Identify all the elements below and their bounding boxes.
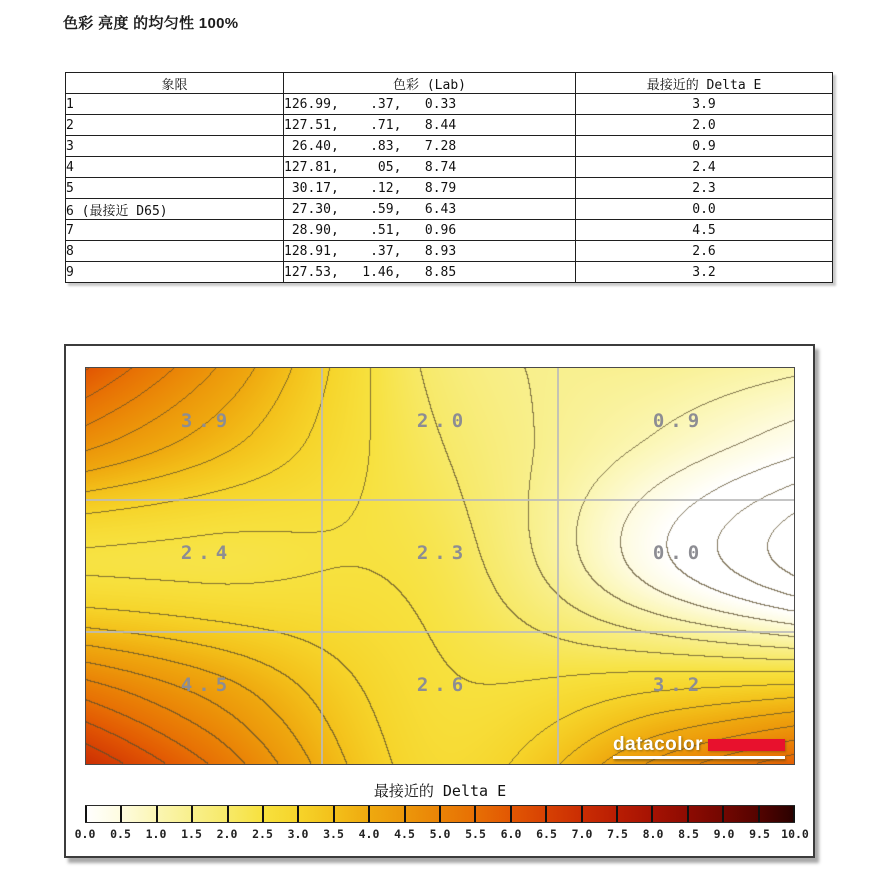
table-row	[66, 157, 833, 178]
table-row	[66, 220, 833, 241]
delta-e-label: 0.0	[652, 542, 706, 564]
delta-e-cell: 2.0	[576, 115, 833, 136]
col-header-quadrant: 象限	[66, 73, 284, 94]
table-header-row	[66, 73, 833, 94]
table-row	[66, 136, 833, 157]
colorbar-tick-label: 7.5	[607, 827, 628, 841]
colorbar-tick	[156, 806, 158, 822]
colorbar-tick	[722, 806, 724, 822]
colorbar-tick	[333, 806, 335, 822]
colorbar-tick	[297, 806, 299, 822]
colorbar-tick-label: 2.0	[216, 827, 238, 841]
colorbar-tick-label: 3.5	[323, 827, 344, 841]
colorbar-tick-label: 4.0	[358, 827, 380, 841]
delta-e-cell: 2.6	[576, 241, 833, 262]
quadrant-cell: 4	[66, 157, 284, 178]
delta-e-label: 0.9	[652, 410, 706, 432]
delta-e-label: 3.9	[180, 410, 234, 432]
delta-e-cell: 3.2	[576, 262, 833, 283]
colorbar-tick	[404, 806, 406, 822]
lab-color-cell: 127.51, .71, 8.44	[284, 115, 576, 136]
delta-e-cell: 2.3	[576, 178, 833, 199]
datacolor-logo	[613, 735, 785, 759]
col-header-lab: 色彩 (Lab)	[284, 73, 576, 94]
colorbar-tick-label: 1.5	[181, 827, 202, 841]
colorbar-tick-label: 7.0	[571, 827, 593, 841]
colorbar-tick-label: 0.0	[74, 827, 96, 841]
col-header-delta-e: 最接近的 Delta E	[576, 73, 833, 94]
quadrant-cell: 5	[66, 178, 284, 199]
colorbar-tick	[227, 806, 229, 822]
colorbar-tick-label: 10.0	[781, 827, 809, 841]
lab-color-cell: 126.99, .37, 0.33	[284, 94, 576, 115]
colorbar-tick	[616, 806, 618, 822]
uniformity-table	[65, 72, 833, 283]
uniformity-chart-frame	[64, 344, 815, 858]
table-row	[66, 262, 833, 283]
colorbar-tick	[758, 806, 760, 822]
grid-line-vertical-2	[557, 368, 559, 764]
quadrant-cell: 2	[66, 115, 284, 136]
grid-line-horizontal-2	[86, 631, 794, 633]
grid-line-vertical-1	[321, 368, 323, 764]
quadrant-cell: 1	[66, 94, 284, 115]
table-row	[66, 94, 833, 115]
page-title: 色彩 亮度 的均匀性 100%	[63, 15, 239, 32]
datacolor-logo-red-bar	[708, 739, 785, 751]
quadrant-cell: 6 (最接近 D65)	[66, 199, 284, 220]
colorbar-tick-label: 9.5	[749, 827, 770, 841]
lab-color-cell: 28.90, .51, 0.96	[284, 220, 576, 241]
lab-color-cell: 30.17, .12, 8.79	[284, 178, 576, 199]
colorbar-tick-label: 4.5	[394, 827, 415, 841]
colorbar-title: 最接近的 Delta E	[373, 782, 507, 800]
colorbar	[85, 805, 795, 823]
colorbar-tick	[651, 806, 653, 822]
quadrant-cell: 3	[66, 136, 284, 157]
delta-e-cell: 3.9	[576, 94, 833, 115]
colorbar-tick	[262, 806, 264, 822]
colorbar-tick-label: 3.0	[287, 827, 309, 841]
colorbar-tick-label: 9.0	[713, 827, 735, 841]
quadrant-cell: 8	[66, 241, 284, 262]
delta-e-cell: 2.4	[576, 157, 833, 178]
table-row	[66, 115, 833, 136]
delta-e-heatmap	[85, 367, 795, 765]
table-row	[66, 178, 833, 199]
delta-e-label: 2.3	[416, 542, 470, 564]
colorbar-tick	[439, 806, 441, 822]
lab-color-cell: 128.91, .37, 8.93	[284, 241, 576, 262]
grid-line-horizontal-1	[86, 499, 794, 501]
colorbar-tick	[85, 806, 87, 822]
table-row	[66, 199, 833, 220]
delta-e-cell: 0.0	[576, 199, 833, 220]
datacolor-logo-underline	[613, 756, 785, 759]
colorbar-tick-label: 6.0	[500, 827, 522, 841]
colorbar-tick	[687, 806, 689, 822]
delta-e-cell: 4.5	[576, 220, 833, 241]
delta-e-label: 3.2	[652, 674, 706, 696]
colorbar-tick	[581, 806, 583, 822]
delta-e-label: 2.4	[180, 542, 234, 564]
colorbar-tick-label: 5.0	[429, 827, 451, 841]
colorbar-tick	[368, 806, 370, 822]
delta-e-label: 2.0	[416, 410, 470, 432]
colorbar-tick-label: 8.0	[642, 827, 664, 841]
quadrant-cell: 9	[66, 262, 284, 283]
lab-color-cell: 127.81, 05, 8.74	[284, 157, 576, 178]
colorbar-tick	[191, 806, 193, 822]
delta-e-label: 4.5	[180, 674, 234, 696]
colorbar-tick-label: 5.5	[465, 827, 486, 841]
lab-color-cell: 26.40, .83, 7.28	[284, 136, 576, 157]
table-row	[66, 241, 833, 262]
quadrant-cell: 7	[66, 220, 284, 241]
colorbar-tick-label: 8.5	[678, 827, 699, 841]
colorbar-tick	[120, 806, 122, 822]
colorbar-tick-labels	[74, 827, 809, 842]
colorbar-tick	[510, 806, 512, 822]
datacolor-logo-text: datacolor	[613, 734, 704, 755]
colorbar-tick	[545, 806, 547, 822]
colorbar-tick	[474, 806, 476, 822]
colorbar-tick-label: 6.5	[536, 827, 557, 841]
colorbar-tick-label: 2.5	[252, 827, 273, 841]
lab-color-cell: 27.30, .59, 6.43	[284, 199, 576, 220]
colorbar-tick-label: 1.0	[145, 827, 167, 841]
delta-e-cell: 0.9	[576, 136, 833, 157]
colorbar-tick-label: 0.5	[110, 827, 131, 841]
delta-e-label: 2.6	[416, 674, 470, 696]
datacolor-logo-row	[613, 735, 785, 754]
lab-color-cell: 127.53, 1.46, 8.85	[284, 262, 576, 283]
colorbar-tick	[793, 806, 795, 822]
